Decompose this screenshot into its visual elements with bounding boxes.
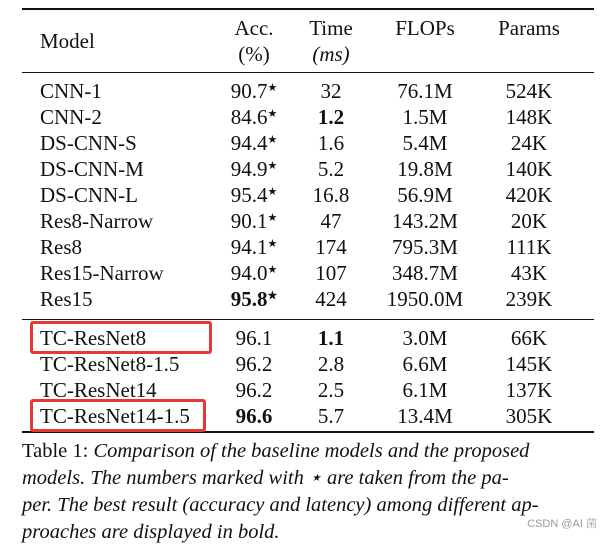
cell-flops: 1950.0M bbox=[386, 287, 464, 311]
cell-flops: 5.4M bbox=[402, 131, 448, 155]
cell-time: 107 bbox=[315, 261, 347, 285]
cell-time: 2.5 bbox=[317, 378, 345, 402]
cell-time: 5.7 bbox=[317, 404, 345, 428]
cell-time: 5.2 bbox=[317, 157, 345, 181]
cell-params: 420K bbox=[505, 183, 553, 207]
cell-acc bbox=[231, 156, 278, 182]
cell-params: 24K bbox=[510, 131, 548, 155]
cell-time: 47 bbox=[320, 209, 342, 233]
cell-model: TC-ResNet8 bbox=[40, 326, 147, 350]
cell-time: 1.1 bbox=[317, 326, 345, 350]
acc-value: 94.4 bbox=[230, 131, 268, 155]
acc-value: 96.2 bbox=[235, 352, 273, 376]
cell-flops: 56.9M bbox=[397, 183, 453, 207]
star-marker-icon: ★ bbox=[267, 82, 278, 94]
acc-value: 95.4 bbox=[230, 183, 268, 207]
cell-model: TC-ResNet14-1.5 bbox=[40, 404, 190, 428]
cell-params: 148K bbox=[505, 105, 553, 129]
acc-value: 96.6 bbox=[235, 404, 273, 428]
cell-flops: 6.6M bbox=[402, 352, 448, 376]
cell-acc bbox=[236, 403, 273, 429]
acc-value: 96.1 bbox=[235, 326, 273, 350]
header-acc-line2: (%) bbox=[238, 42, 270, 66]
cell-acc bbox=[231, 260, 278, 286]
cell-time: 1.2 bbox=[317, 105, 345, 129]
caption-text-4: proaches are displayed in bold. bbox=[22, 521, 280, 543]
header-flops: FLOPs bbox=[395, 16, 455, 40]
cell-model: DS-CNN-L bbox=[40, 183, 138, 207]
table-top-rule bbox=[22, 8, 594, 10]
caption-text-3: per. The best result (accuracy and latency) among different ap- bbox=[22, 494, 539, 516]
acc-value: 90.7 bbox=[230, 79, 268, 103]
cell-time: 2.8 bbox=[317, 352, 345, 376]
acc-value: 94.1 bbox=[230, 235, 268, 259]
star-marker-icon: ★ bbox=[267, 134, 278, 146]
cell-flops: 3.0M bbox=[402, 326, 448, 350]
cell-time: 16.8 bbox=[312, 183, 350, 207]
acc-value: 95.8 bbox=[230, 287, 268, 311]
acc-value: 96.2 bbox=[235, 378, 273, 402]
star-marker-icon: ★ bbox=[267, 160, 278, 172]
cell-flops: 76.1M bbox=[397, 79, 453, 103]
cell-params: 145K bbox=[505, 352, 553, 376]
cell-acc bbox=[231, 104, 278, 130]
star-marker-icon: ★ bbox=[267, 264, 278, 276]
cell-acc bbox=[231, 208, 278, 234]
cell-time: 32 bbox=[320, 79, 342, 103]
table-caption bbox=[22, 438, 594, 546]
star-marker-icon: ★ bbox=[267, 186, 278, 198]
header-time-line2: (ms) bbox=[312, 42, 350, 66]
cell-acc bbox=[231, 286, 278, 312]
star-marker-icon: ★ bbox=[267, 290, 278, 302]
cell-model: TC-ResNet14 bbox=[40, 378, 157, 402]
header-params: Params bbox=[498, 16, 560, 40]
acc-value: 90.1 bbox=[230, 209, 268, 233]
acc-value: 94.0 bbox=[230, 261, 268, 285]
cell-params: 137K bbox=[505, 378, 553, 402]
cell-flops: 143.2M bbox=[392, 209, 458, 233]
cell-acc bbox=[231, 130, 278, 156]
cell-flops: 19.8M bbox=[397, 157, 453, 181]
cell-params: 305K bbox=[505, 404, 553, 428]
caption-label: Table 1: bbox=[22, 440, 89, 462]
cell-acc bbox=[231, 234, 278, 260]
cell-model: Res15-Narrow bbox=[40, 261, 164, 285]
cell-flops: 13.4M bbox=[397, 404, 453, 428]
cell-time: 1.6 bbox=[317, 131, 345, 155]
cell-model: DS-CNN-M bbox=[40, 157, 144, 181]
table-group-rule bbox=[22, 319, 594, 320]
cell-model: CNN-1 bbox=[40, 79, 102, 103]
cell-flops: 1.5M bbox=[402, 105, 448, 129]
cell-params: 111K bbox=[506, 235, 552, 259]
header-time-line1: Time bbox=[309, 16, 353, 40]
cell-model: CNN-2 bbox=[40, 105, 102, 129]
cell-model: TC-ResNet8-1.5 bbox=[40, 352, 180, 376]
cell-model: DS-CNN-S bbox=[40, 131, 137, 155]
cell-acc bbox=[236, 377, 273, 403]
cell-model: Res8 bbox=[40, 235, 82, 259]
cell-params: 43K bbox=[510, 261, 548, 285]
cell-flops: 795.3M bbox=[392, 235, 458, 259]
cell-acc bbox=[236, 325, 273, 351]
cell-params: 524K bbox=[505, 79, 553, 103]
star-marker-icon: ★ bbox=[267, 108, 278, 120]
cell-model: Res8-Narrow bbox=[40, 209, 154, 233]
star-marker-icon: ★ bbox=[267, 238, 278, 250]
caption-line-1 bbox=[22, 438, 594, 465]
header-model: Model bbox=[40, 29, 95, 53]
acc-value: 94.9 bbox=[230, 157, 268, 181]
acc-value: 84.6 bbox=[230, 105, 268, 129]
star-marker-icon: ★ bbox=[267, 212, 278, 224]
cell-flops: 348.7M bbox=[392, 261, 458, 285]
cell-flops: 6.1M bbox=[402, 378, 448, 402]
cell-params: 20K bbox=[510, 209, 548, 233]
cell-model: Res15 bbox=[40, 287, 93, 311]
cell-time: 174 bbox=[315, 235, 347, 259]
cell-params: 66K bbox=[510, 326, 548, 350]
cell-params: 140K bbox=[505, 157, 553, 181]
cell-params: 239K bbox=[505, 287, 553, 311]
cell-acc bbox=[231, 78, 278, 104]
header-acc-line1: Acc. bbox=[234, 16, 274, 40]
table-header-rule bbox=[22, 72, 594, 73]
cell-acc bbox=[231, 182, 278, 208]
watermark: CSDN @AI 菌 bbox=[527, 518, 597, 530]
caption-text-2: models. The numbers marked with ⋆ are taken from the pa- bbox=[22, 467, 509, 489]
caption-text-1: Comparison of the baseline models and the proposed bbox=[93, 440, 530, 462]
cell-time: 424 bbox=[315, 287, 347, 311]
cell-acc bbox=[236, 351, 273, 377]
